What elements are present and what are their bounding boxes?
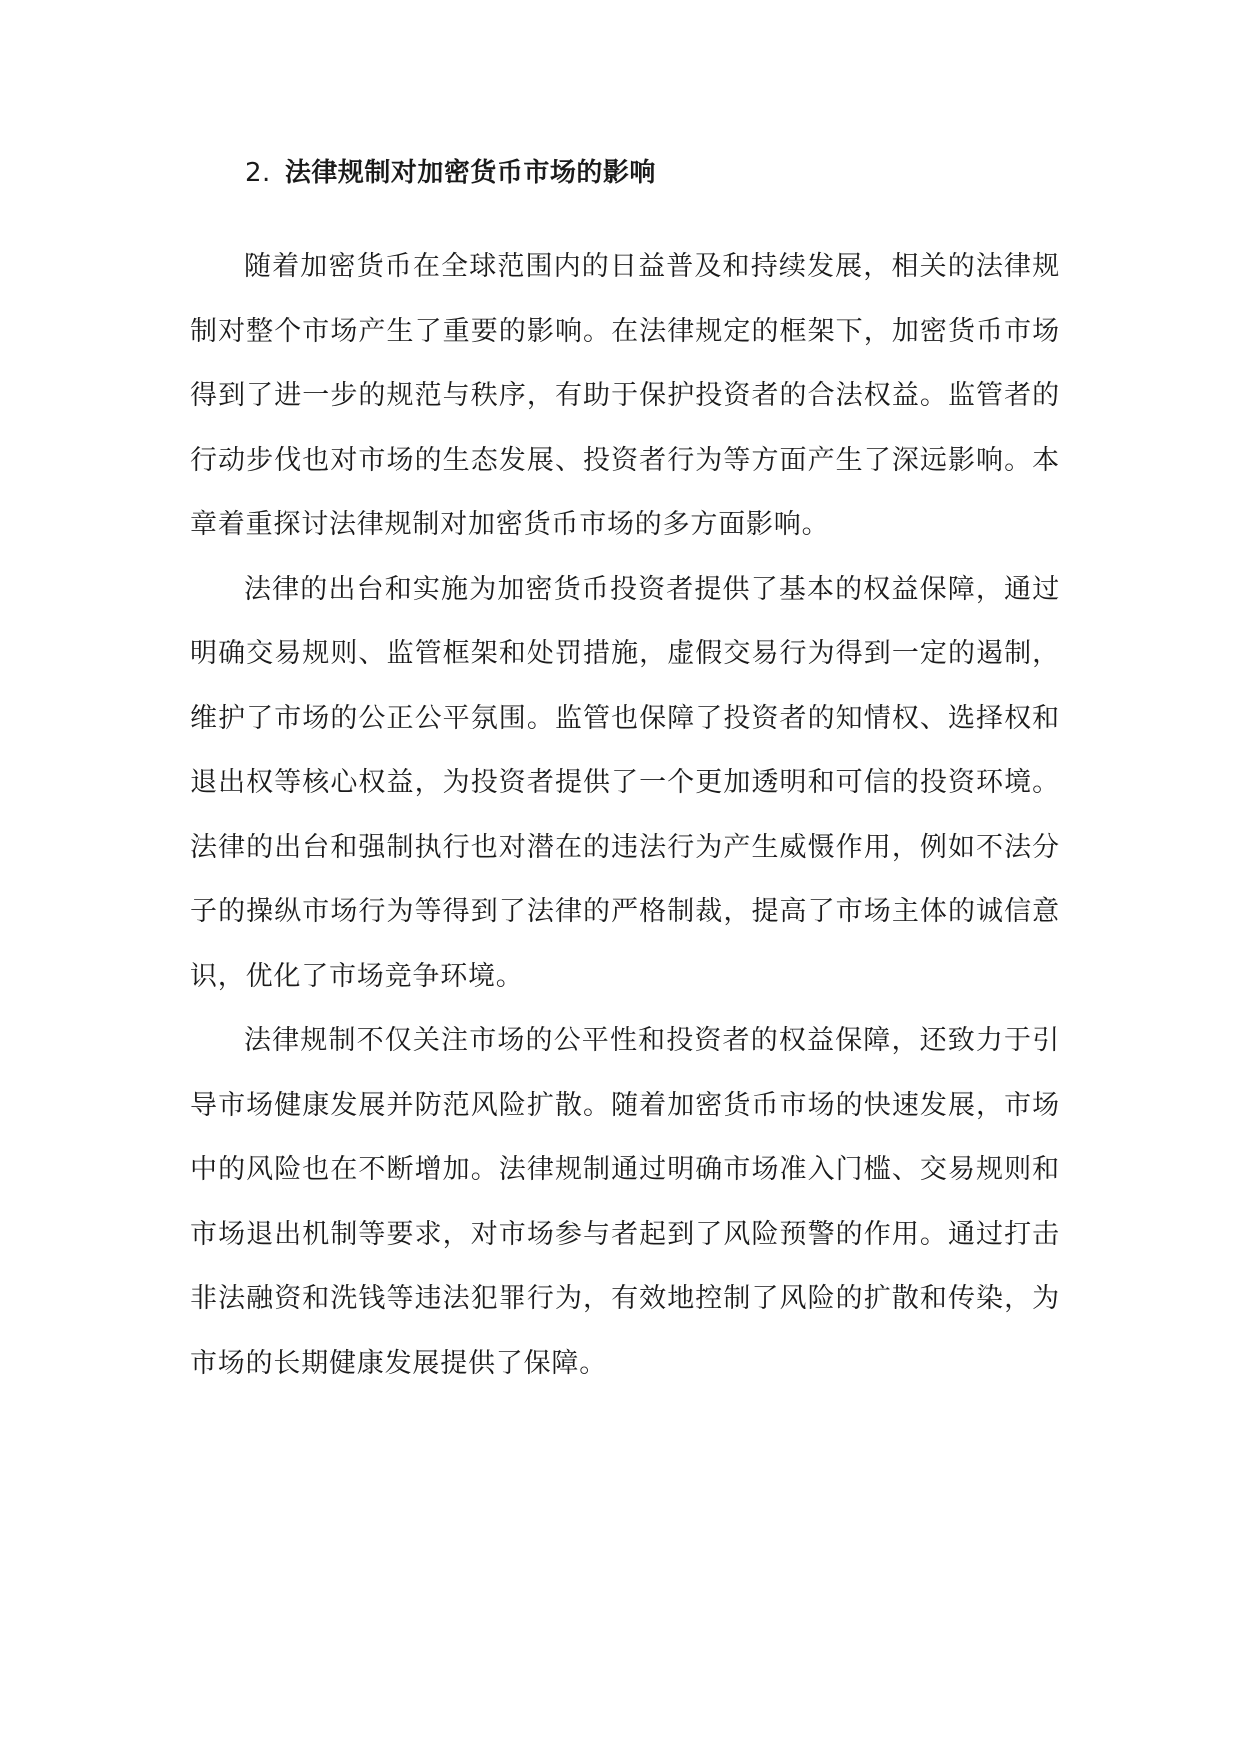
section-heading [190,138,1060,208]
section-title: 法律规制对加密货币市场的影响 [284,158,656,188]
paragraph-2: 法律的出台和实施为加密货币投资者提供了基本的权益保障，通过明确交易规则、监管框架和处罚措施，虚假交易行为得到一定的遏制，维护了市场的公正公平氛围。监管也保障了投资者的知情权、选择权和退出权等核心权益，为投资者提供了一个更加透明和可信的投资环境。法律的出台和强制执行也对潜在的违法行为产生威慑作用，例如不法分子的操纵市场行为等得到了法律的严格制裁，提高了市场主体的诚信意识，优化了市场竞争环境。 [190,573,1060,992]
document-body [190,138,1060,1396]
paragraph-1: 随着加密货币在全球范围内的日益普及和持续发展，相关的法律规制对整个市场产生了重要的影响。在法律规定的框架下，加密货币市场得到了进一步的规范与秩序，有助于保护投资者的合法权益。监管者的行动步伐也对市场的生态发展、投资者行为等方面产生了深远影响。本章着重探讨法律规制对加密货币市场的多方面影响。 [190,251,1060,540]
paragraph-3: 法律规制不仅关注市场的公平性和投资者的权益保障，还致力于引导市场健康发展并防范风险扩散。随着加密货币市场的快速发展，市场中的风险也在不断增加。法律规制通过明确市场准入门槛、交易规则和市场退出机制等要求，对市场参与者起到了风险预警的作用。通过打击非法融资和洗钱等违法犯罪行为，有效地控制了风险的扩散和传染，为市场的长期健康发展提供了保障。 [190,1025,1060,1379]
section-number: 2. [245,158,271,188]
